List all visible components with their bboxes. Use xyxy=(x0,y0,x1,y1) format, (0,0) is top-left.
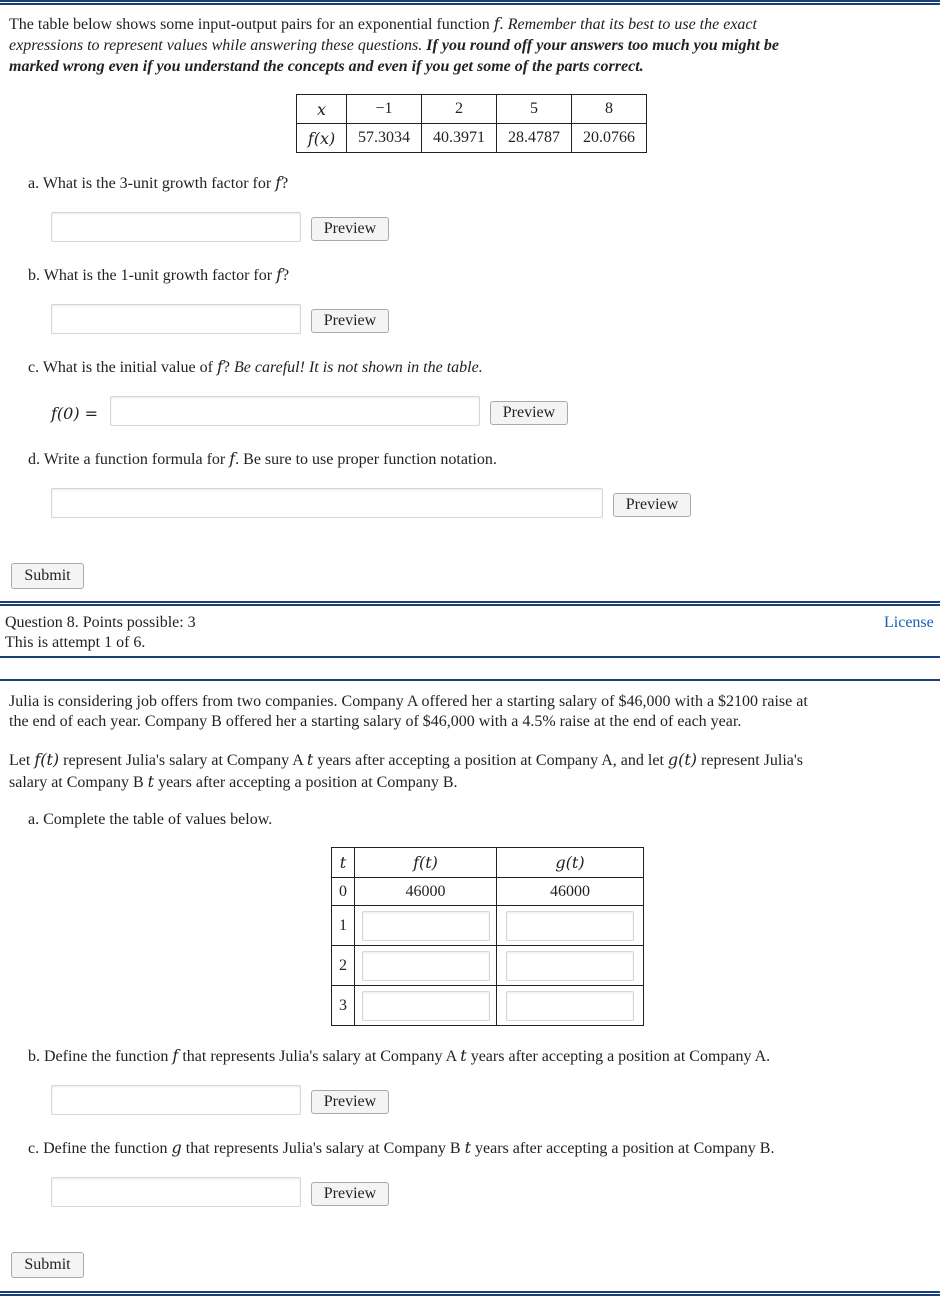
q8-paragraph-2-line1: Let f(t) represent Julia's salary at Company A t years after accepting a position at Company A, and let g(t) represent Julia's xyxy=(9,750,804,769)
q7-table-cell: 2 xyxy=(422,95,497,124)
q8-attempt-info: This is attempt 1 of 6. xyxy=(5,634,146,651)
q8-table-gt-input-cell xyxy=(497,906,644,946)
q7-part-a-prompt: a. What is the 3-unit growth factor for f? xyxy=(28,173,289,192)
q7-intro-line3: marked wrong even if you understand the concepts and even if you get some of the parts correct. xyxy=(9,58,644,75)
q7-values-table xyxy=(296,94,647,153)
q8-table-gt-input-cell xyxy=(497,946,644,986)
q7-table-header-x: x xyxy=(297,95,347,124)
q8-g1-input[interactable] xyxy=(506,911,634,941)
q8-table-row xyxy=(332,878,644,906)
q8-table-ft-input-cell xyxy=(355,986,497,1026)
q8-header-bottom-divider xyxy=(0,656,940,658)
q7-table-cell: 40.3971 xyxy=(422,124,497,153)
q7-part-c-label: f(0) = xyxy=(51,404,99,423)
q8-table-header-row xyxy=(332,848,644,878)
q8-table-t-cell: 3 xyxy=(332,986,355,1026)
q8-table-header-t: t xyxy=(332,848,355,878)
top-divider xyxy=(0,0,940,5)
q8-table-row xyxy=(332,986,644,1026)
q7-table-row-x xyxy=(297,95,647,124)
q8-table-t-cell: 1 xyxy=(332,906,355,946)
q7-table-header-fx: f(x) xyxy=(297,124,347,153)
q8-part-a-prompt: a. Complete the table of values below. xyxy=(28,811,273,828)
q7-part-d-preview-button[interactable]: Preview xyxy=(613,493,691,517)
q8-table-gt-cell: 46000 xyxy=(497,878,644,906)
q7-part-c-prompt: c. What is the initial value of f? Be careful! It is not shown in the table. xyxy=(28,357,483,376)
q7-part-c-answer-input[interactable] xyxy=(110,396,480,426)
q7-part-b-preview-button[interactable]: Preview xyxy=(311,309,389,333)
q7-part-b-prompt: b. What is the 1-unit growth factor for f? xyxy=(28,265,290,284)
q8-table-header-ft: f(t) xyxy=(355,848,497,878)
q7-part-d-prompt: d. Write a function formula for f. Be sure to use proper function notation. xyxy=(28,449,497,468)
q7-table-cell: 5 xyxy=(497,95,572,124)
bottom-divider xyxy=(0,1291,940,1296)
q7-table-cell: −1 xyxy=(347,95,422,124)
q8-paragraph-2-line2: salary at Company B t years after accepting a position at Company B. xyxy=(9,772,458,791)
q8-f3-input[interactable] xyxy=(362,991,490,1021)
q8-paragraph-1-line2: the end of each year. Company B offered her a starting salary of $46,000 with a 4.5% raise at the end of each year. xyxy=(9,713,742,730)
q7-table-cell: 8 xyxy=(572,95,647,124)
q8-table-header-gt: g(t) xyxy=(497,848,644,878)
q8-part-c-preview-button[interactable]: Preview xyxy=(311,1182,389,1206)
q8-table-t-cell: 2 xyxy=(332,946,355,986)
q7-table-cell: 20.0766 xyxy=(572,124,647,153)
q7-submit-button[interactable]: Submit xyxy=(11,563,84,589)
q8-license-link[interactable]: License xyxy=(884,614,934,631)
q7-table-cell: 28.4787 xyxy=(497,124,572,153)
q8-table-row xyxy=(332,906,644,946)
q8-header-top-divider xyxy=(0,601,940,606)
q7-part-a-answer-input[interactable] xyxy=(51,212,301,242)
q8-values-table xyxy=(331,847,644,1026)
q8-part-b-preview-button[interactable]: Preview xyxy=(311,1090,389,1114)
q7-intro-line1: The table below shows some input-output pairs for an exponential function f. Remember that its best to use the exact xyxy=(9,14,757,33)
q7-part-d-answer-input[interactable] xyxy=(51,488,603,518)
q8-table-ft-cell: 46000 xyxy=(355,878,497,906)
q8-g3-input[interactable] xyxy=(506,991,634,1021)
q8-table-gt-input-cell xyxy=(497,986,644,1026)
q8-table-ft-input-cell xyxy=(355,946,497,986)
q8-submit-button[interactable]: Submit xyxy=(11,1252,84,1278)
q8-part-c-prompt: c. Define the function g that represents Julia's salary at Company B t years after accepting a position at Company B. xyxy=(28,1138,775,1157)
q8-g2-input[interactable] xyxy=(506,951,634,981)
q8-table-t-cell: 0 xyxy=(332,878,355,906)
q8-f2-input[interactable] xyxy=(362,951,490,981)
q8-body-top-divider xyxy=(0,679,940,681)
q8-f1-input[interactable] xyxy=(362,911,490,941)
q8-table-row xyxy=(332,946,644,986)
q7-table-row-fx xyxy=(297,124,647,153)
q8-paragraph-1-line1: Julia is considering job offers from two companies. Company A offered her a starting salary of $46,000 with a $2100 raise at xyxy=(9,693,808,710)
q7-table-cell: 57.3034 xyxy=(347,124,422,153)
q7-intro-line2: expressions to represent values while answering these questions. If you round off your answers too much you might be xyxy=(9,37,779,54)
q8-table-ft-input-cell xyxy=(355,906,497,946)
q8-part-c-answer-input[interactable] xyxy=(51,1177,301,1207)
q8-part-b-answer-input[interactable] xyxy=(51,1085,301,1115)
q7-part-c-preview-button[interactable]: Preview xyxy=(490,401,568,425)
q8-part-b-prompt: b. Define the function f that represents Julia's salary at Company A t years after accepting a position at Company A. xyxy=(28,1046,771,1065)
q7-part-b-answer-input[interactable] xyxy=(51,304,301,334)
q7-part-a-preview-button[interactable]: Preview xyxy=(311,217,389,241)
q8-points-possible: Question 8. Points possible: 3 xyxy=(5,614,196,631)
